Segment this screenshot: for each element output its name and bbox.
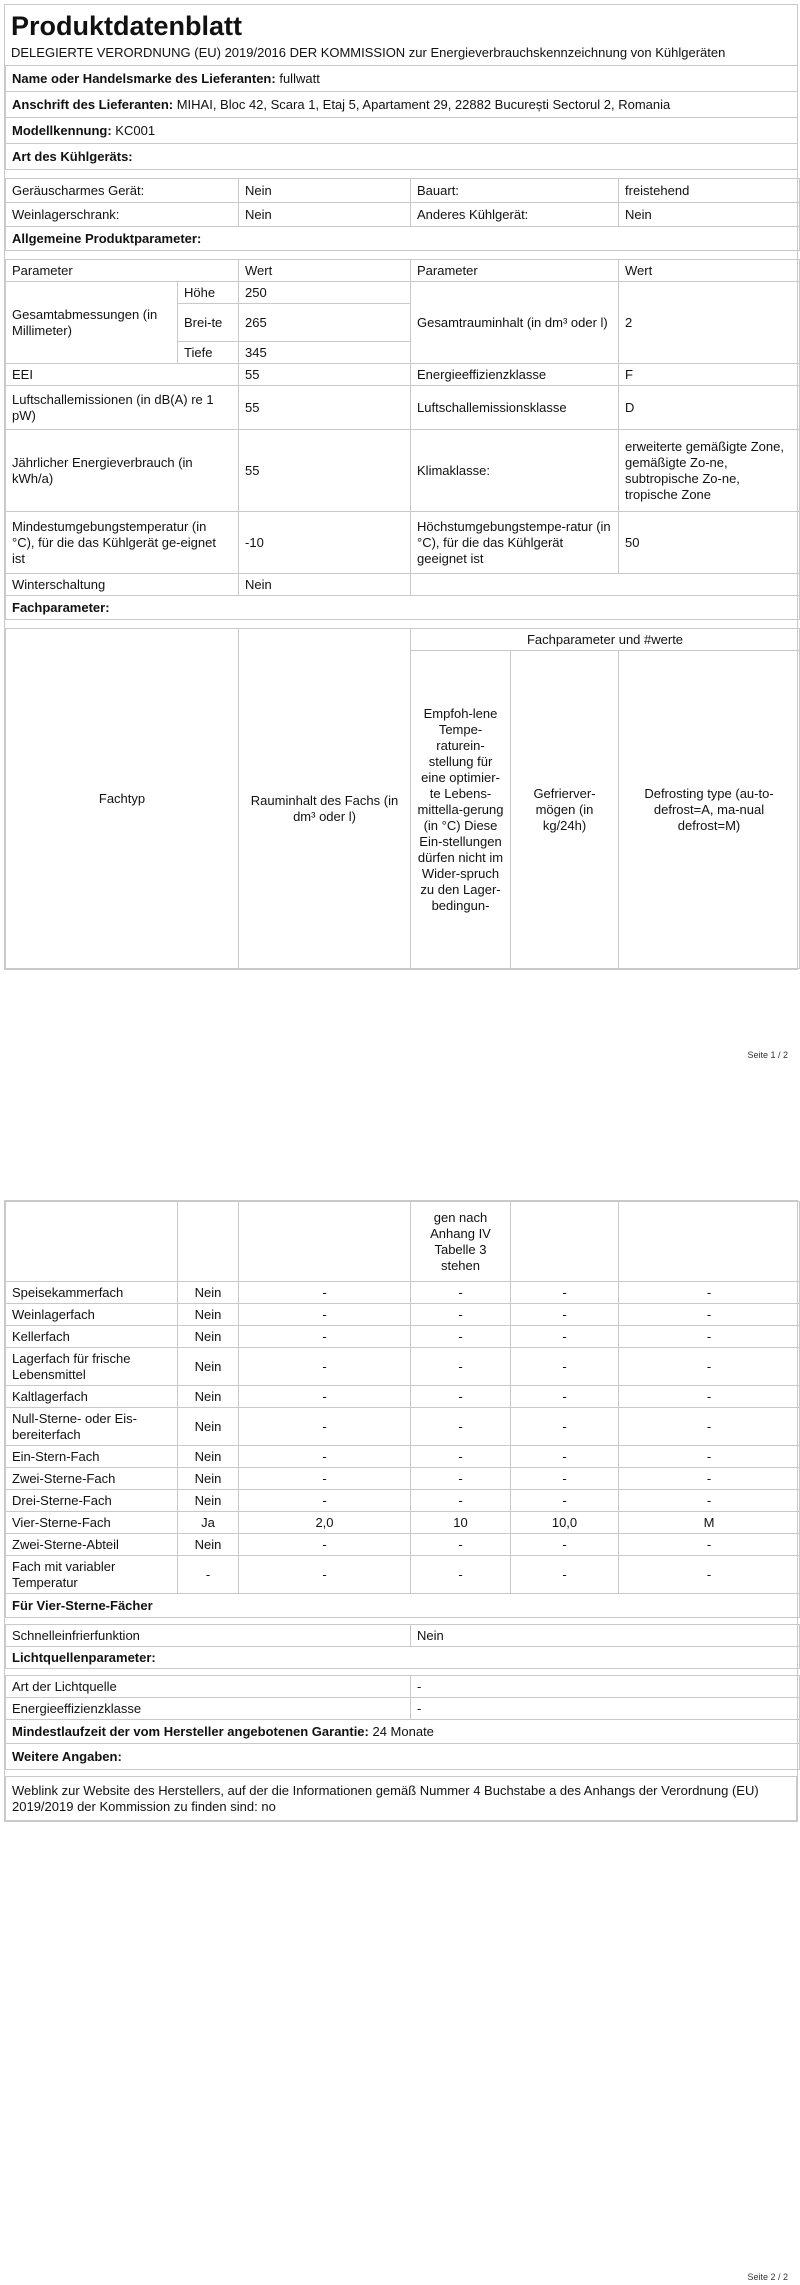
noise-label: Luftschallemissionen (in dB(A) re 1 pW) bbox=[6, 386, 239, 430]
compartment-table bbox=[5, 1201, 800, 1618]
wine-value: Nein bbox=[239, 203, 411, 227]
address-label: Anschrift des Lieferanten: bbox=[12, 96, 174, 112]
compartment-row bbox=[6, 1556, 800, 1594]
energy-class-label: Energieeffizienzklasse bbox=[411, 364, 619, 386]
compartment-defrost: - bbox=[619, 1468, 800, 1490]
value-header-2: Wert bbox=[619, 260, 800, 282]
compartment-row bbox=[6, 1534, 800, 1556]
compartment-present: Nein bbox=[178, 1534, 239, 1556]
winter-value: Nein bbox=[239, 574, 411, 596]
compartment-temp: - bbox=[411, 1408, 511, 1446]
compartment-freeze: 10,0 bbox=[511, 1512, 619, 1534]
compartment-present: Nein bbox=[178, 1282, 239, 1304]
compartment-name: Ein-Stern-Fach bbox=[6, 1446, 178, 1468]
compartment-volume: - bbox=[239, 1386, 411, 1408]
compartment-header-table bbox=[5, 628, 800, 969]
noise-value: 55 bbox=[239, 386, 411, 430]
eei-label: EEI bbox=[6, 364, 239, 386]
winter-label: Winterschaltung bbox=[6, 574, 239, 596]
page-number-2: Seite 2 / 2 bbox=[747, 2272, 788, 2282]
compartment-volume: - bbox=[239, 1326, 411, 1348]
light-type-label: Art der Lichtquelle bbox=[6, 1676, 411, 1698]
col-temp-header: Empfoh-lene Tempe-raturein-stellung für eine optimier-te Lebens-mittella-gerung (in °C) Diese Ein-stellungen dürfen nicht im Wider-spruch zu den Lager-bedingun- bbox=[411, 651, 511, 969]
compartment-name: Zwei-Sterne-Abteil bbox=[6, 1534, 178, 1556]
min-temp-label: Mindestumgebungstemperatur (in °C), für die das Kühlgerät ge-eignet ist bbox=[6, 512, 239, 574]
type-table bbox=[5, 178, 800, 251]
compartment-defrost: - bbox=[619, 1556, 800, 1594]
compartment-defrost: - bbox=[619, 1326, 800, 1348]
compartment-name: Kaltlagerfach bbox=[6, 1386, 178, 1408]
compartment-volume: - bbox=[239, 1446, 411, 1468]
compartment-present: Ja bbox=[178, 1512, 239, 1534]
compartment-freeze: - bbox=[511, 1490, 619, 1512]
col-temp-header-continued: gen nach Anhang IV Tabelle 3 stehen bbox=[411, 1202, 511, 1282]
compartment-volume: 2,0 bbox=[239, 1512, 411, 1534]
height-label: Höhe bbox=[178, 282, 239, 304]
design-label: Bauart: bbox=[411, 179, 619, 203]
param-header-2: Parameter bbox=[411, 260, 619, 282]
compartment-defrost: - bbox=[619, 1534, 800, 1556]
compartment-volume: - bbox=[239, 1556, 411, 1594]
min-temp-value: -10 bbox=[239, 512, 411, 574]
four-star-table bbox=[5, 1624, 800, 1669]
compartment-name: Fach mit variabler Temperatur bbox=[6, 1556, 178, 1594]
col-type-header: Fachtyp bbox=[6, 629, 239, 969]
supplier-row bbox=[6, 66, 798, 92]
general-heading: Allgemeine Produktparameter: bbox=[6, 227, 800, 251]
annual-energy-label: Jährlicher Energieverbrauch (in kWh/a) bbox=[6, 430, 239, 512]
compartment-defrost: - bbox=[619, 1304, 800, 1326]
compartment-freeze: - bbox=[511, 1534, 619, 1556]
four-star-heading: Für Vier-Sterne-Fächer bbox=[6, 1594, 800, 1618]
compartment-temp: - bbox=[411, 1490, 511, 1512]
compartment-freeze: - bbox=[511, 1556, 619, 1594]
page-2 bbox=[0, 1100, 800, 2285]
noise-class-value: D bbox=[619, 386, 800, 430]
compartment-freeze: - bbox=[511, 1326, 619, 1348]
compartment-temp: - bbox=[411, 1386, 511, 1408]
col-defrost-header: Defrosting type (au-to-defrost=A, ma-nual defrost=M) bbox=[619, 651, 800, 969]
col-volume-header: Rauminhalt des Fachs (in dm³ oder l) bbox=[239, 651, 411, 969]
further-heading: Weitere Angaben: bbox=[6, 1744, 800, 1770]
compartment-row bbox=[6, 1282, 800, 1304]
other-label: Anderes Kühlgerät: bbox=[411, 203, 619, 227]
compartment-temp: - bbox=[411, 1534, 511, 1556]
compartment-row bbox=[6, 1446, 800, 1468]
compartment-row bbox=[6, 1512, 800, 1534]
other-value: Nein bbox=[619, 203, 800, 227]
compartment-row bbox=[6, 1490, 800, 1512]
regulation-text: DELEGIERTE VERORDNUNG (EU) 2019/2016 DER KOMMISSION zur Energieverbrauchskennzeichnung von Kühlgeräten bbox=[11, 45, 726, 60]
compartment-volume: - bbox=[239, 1304, 411, 1326]
warranty-value: 24 Monate bbox=[372, 1723, 434, 1739]
fast-freeze-value: Nein bbox=[411, 1625, 800, 1647]
model-value: KC001 bbox=[115, 122, 156, 138]
max-temp-value: 50 bbox=[619, 512, 800, 574]
supplier-table bbox=[5, 65, 798, 170]
supplier-value: fullwatt bbox=[279, 70, 320, 86]
compartment-temp: - bbox=[411, 1326, 511, 1348]
compartment-present: Nein bbox=[178, 1386, 239, 1408]
volume-value: 2 bbox=[619, 282, 800, 364]
compartment-values-heading: Fachparameter und #werte bbox=[411, 629, 800, 651]
compartment-name: Lagerfach für frische Lebensmittel bbox=[6, 1348, 178, 1386]
compartment-freeze: - bbox=[511, 1348, 619, 1386]
dimensions-label: Gesamtabmessungen (in Millimeter) bbox=[6, 282, 178, 364]
compartment-volume: - bbox=[239, 1468, 411, 1490]
compartment-freeze: - bbox=[511, 1446, 619, 1468]
empty-cell bbox=[411, 574, 800, 596]
compartment-present: Nein bbox=[178, 1408, 239, 1446]
page-number-1: Seite 1 / 2 bbox=[747, 1050, 788, 1060]
light-table bbox=[5, 1675, 800, 1770]
compartment-volume: - bbox=[239, 1490, 411, 1512]
compartment-present: Nein bbox=[178, 1446, 239, 1468]
compartment-name: Weinlagerfach bbox=[6, 1304, 178, 1326]
depth-label: Tiefe bbox=[178, 342, 239, 364]
value-header-1: Wert bbox=[239, 260, 411, 282]
param-header-1: Parameter bbox=[6, 260, 239, 282]
supplier-label: Name oder Handelsmarke des Lieferanten: bbox=[12, 70, 276, 86]
compartment-freeze: - bbox=[511, 1408, 619, 1446]
light-class-label: Energieeffizienzklasse bbox=[6, 1698, 411, 1720]
compartment-present: Nein bbox=[178, 1304, 239, 1326]
model-label: Modellkennung: bbox=[12, 122, 112, 138]
compartment-defrost: - bbox=[619, 1282, 800, 1304]
compartment-heading: Fachparameter: bbox=[6, 596, 800, 620]
compartment-name: Kellerfach bbox=[6, 1326, 178, 1348]
compartment-row bbox=[6, 1326, 800, 1348]
compartment-present: Nein bbox=[178, 1468, 239, 1490]
light-type-value: - bbox=[411, 1676, 800, 1698]
compartment-name: Vier-Sterne-Fach bbox=[6, 1512, 178, 1534]
energy-class-value: F bbox=[619, 364, 800, 386]
weblink-text: Weblink zur Website des Herstellers, auf der die Informationen gemäß Nummer 4 Buchstabe a des Anhangs der Verordnung (EU) 2019/2019 der Kommission zu finden sind: bbox=[12, 1782, 759, 1814]
compartment-freeze: - bbox=[511, 1386, 619, 1408]
eei-value: 55 bbox=[239, 364, 411, 386]
wine-label: Weinlagerschrank: bbox=[6, 203, 239, 227]
compartment-row bbox=[6, 1348, 800, 1386]
document-title: Produktdatenblatt bbox=[11, 11, 243, 41]
noise-class-label: Luftschallemissionsklasse bbox=[411, 386, 619, 430]
compartment-freeze: - bbox=[511, 1282, 619, 1304]
climate-class-value: erweiterte gemäßigte Zone, gemäßigte Zo-ne, subtropische Zo-ne, tropische Zone bbox=[619, 430, 800, 512]
compartment-defrost: - bbox=[619, 1490, 800, 1512]
weblink-value: no bbox=[261, 1798, 276, 1814]
compartment-defrost: - bbox=[619, 1386, 800, 1408]
compartment-present: Nein bbox=[178, 1490, 239, 1512]
low-noise-label: Geräuscharmes Gerät: bbox=[6, 179, 239, 203]
type-heading: Art des Kühlgeräts: bbox=[6, 144, 798, 170]
compartment-name: Null-Sterne- oder Eis-bereiterfach bbox=[6, 1408, 178, 1446]
low-noise-value: Nein bbox=[239, 179, 411, 203]
weblink-table bbox=[5, 1776, 797, 1821]
compartment-name: Speisekammerfach bbox=[6, 1282, 178, 1304]
general-params-table bbox=[5, 259, 800, 620]
compartment-freeze: - bbox=[511, 1468, 619, 1490]
warranty-row bbox=[6, 1720, 800, 1744]
compartment-present: Nein bbox=[178, 1348, 239, 1386]
weblink-row bbox=[6, 1777, 797, 1821]
compartment-row bbox=[6, 1468, 800, 1490]
compartment-row bbox=[6, 1408, 800, 1446]
annual-energy-value: 55 bbox=[239, 430, 411, 512]
max-temp-label: Höchstumgebungstempe-ratur (in °C), für die das Kühlgerät geeignet ist bbox=[411, 512, 619, 574]
page-1 bbox=[0, 0, 800, 1100]
compartment-rows bbox=[6, 1282, 800, 1594]
compartment-present: - bbox=[178, 1556, 239, 1594]
design-value: freistehend bbox=[619, 179, 800, 203]
warranty-label: Mindestlaufzeit der vom Hersteller angebotenen Garantie: bbox=[12, 1723, 369, 1739]
compartment-volume: - bbox=[239, 1282, 411, 1304]
light-class-value: - bbox=[411, 1698, 800, 1720]
compartment-temp: - bbox=[411, 1446, 511, 1468]
climate-class-label: Klimaklasse: bbox=[411, 430, 619, 512]
compartment-temp: 10 bbox=[411, 1512, 511, 1534]
compartment-defrost: - bbox=[619, 1446, 800, 1468]
compartment-volume: - bbox=[239, 1348, 411, 1386]
compartment-temp: - bbox=[411, 1556, 511, 1594]
compartment-present: Nein bbox=[178, 1326, 239, 1348]
width-label: Brei-te bbox=[178, 304, 239, 342]
address-row bbox=[6, 92, 798, 118]
datasheet-page-1 bbox=[4, 4, 798, 970]
col-freeze-header: Gefrierver-mögen (in kg/24h) bbox=[511, 651, 619, 969]
compartment-freeze: - bbox=[511, 1304, 619, 1326]
compartment-temp: - bbox=[411, 1468, 511, 1490]
compartment-name: Zwei-Sterne-Fach bbox=[6, 1468, 178, 1490]
volume-label: Gesamtrauminhalt (in dm³ oder l) bbox=[411, 282, 619, 364]
compartment-temp: - bbox=[411, 1304, 511, 1326]
compartment-defrost: M bbox=[619, 1512, 800, 1534]
compartment-defrost: - bbox=[619, 1348, 800, 1386]
light-heading: Lichtquellenparameter: bbox=[6, 1647, 800, 1669]
datasheet-page-2 bbox=[4, 1200, 798, 1822]
address-value: MIHAI, Bloc 42, Scara 1, Etaj 5, Apartament 29, 22882 București Sectorul 2, Romania bbox=[176, 96, 671, 112]
compartment-volume: - bbox=[239, 1534, 411, 1556]
compartment-temp: - bbox=[411, 1282, 511, 1304]
model-row bbox=[6, 118, 798, 144]
compartment-temp: - bbox=[411, 1348, 511, 1386]
depth-value: 345 bbox=[239, 342, 411, 364]
fast-freeze-label: Schnelleinfrierfunktion bbox=[6, 1625, 411, 1647]
compartment-volume: - bbox=[239, 1408, 411, 1446]
compartment-row bbox=[6, 1386, 800, 1408]
width-value: 265 bbox=[239, 304, 411, 342]
compartment-defrost: - bbox=[619, 1408, 800, 1446]
height-value: 250 bbox=[239, 282, 411, 304]
compartment-name: Drei-Sterne-Fach bbox=[6, 1490, 178, 1512]
compartment-row bbox=[6, 1304, 800, 1326]
